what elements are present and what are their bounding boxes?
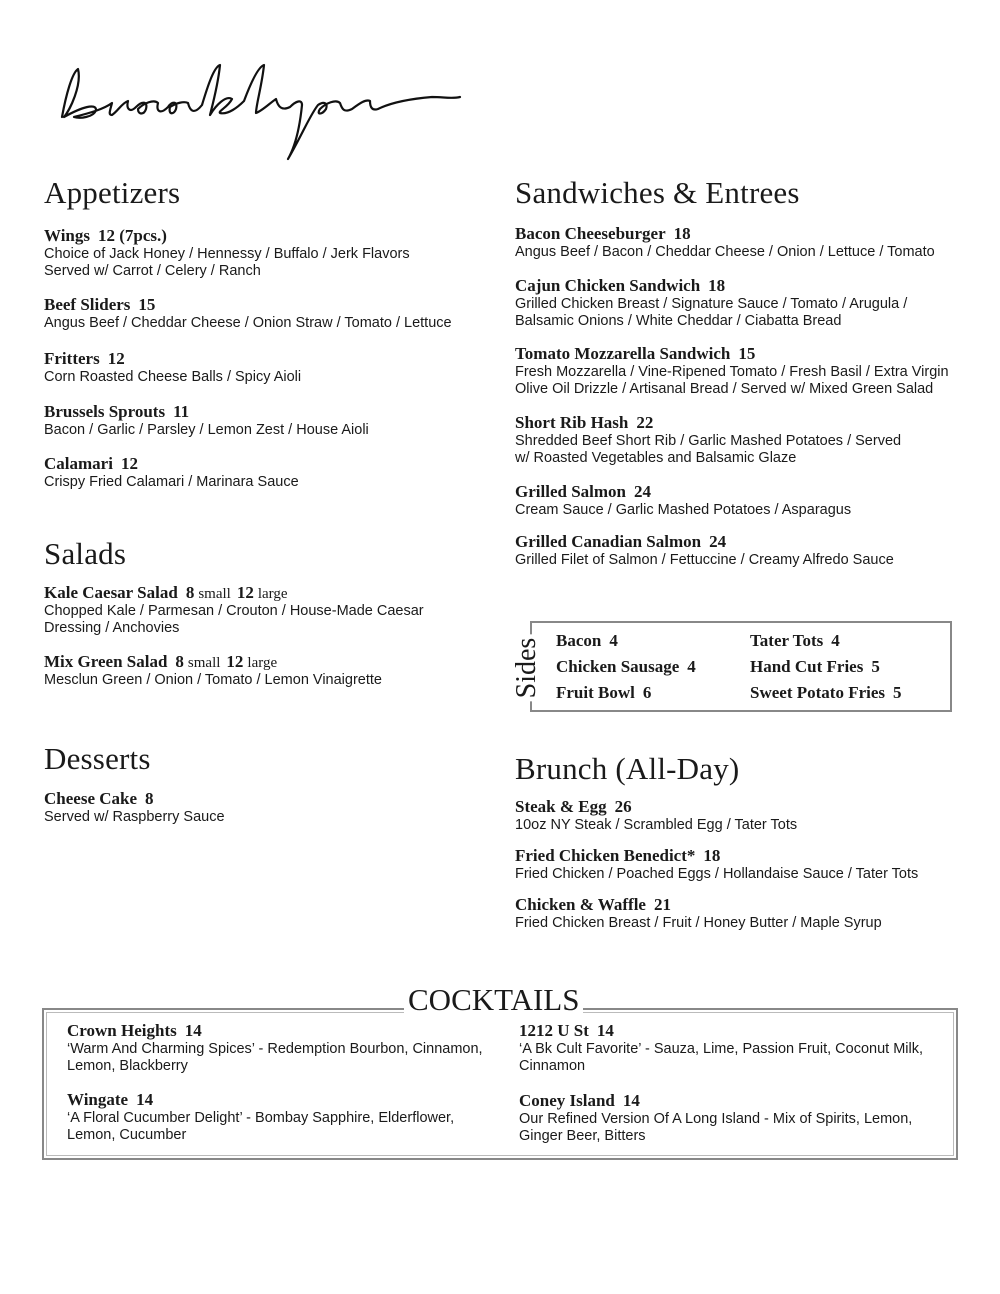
item-price: 12 (7pcs.) [98, 226, 167, 245]
side-name: Fruit Bowl [556, 683, 635, 702]
item-description: Olive Oil Drizzle / Artisanal Bread / Served w/ Mixed Green Salad [515, 381, 934, 397]
side-item [556, 683, 651, 703]
side-price: 4 [831, 631, 840, 650]
item-price: 11 [173, 402, 190, 421]
menu-item [515, 895, 882, 932]
item-description: Cream Sauce / Garlic Mashed Potatoes / Asparagus [515, 502, 852, 518]
side-item [750, 683, 902, 703]
brooklyn-logo [52, 55, 472, 165]
item-description: Fresh Mozzarella / Vine-Ripened Tomato / Fresh Basil / Extra Virgin [515, 364, 949, 380]
brooklyn-signature-icon [52, 55, 472, 165]
item-description: Grilled Chicken Breast / Signature Sauce / Tomato / Arugula / [515, 296, 908, 312]
cocktails-heading: COCKTAILS [404, 982, 583, 1018]
item-price: 26 [614, 797, 632, 816]
item-price: 24 [633, 482, 651, 501]
menu-item [44, 402, 369, 439]
menu-item [515, 797, 797, 834]
menu-item [515, 276, 907, 330]
item-price: 14 [596, 1021, 614, 1040]
size-label: large [257, 586, 288, 602]
item-description: Lemon, Cucumber [67, 1127, 187, 1143]
item-price: 12 [120, 454, 138, 473]
item-price: 14 [622, 1091, 640, 1110]
item-price-small: 8 [175, 652, 184, 671]
item-price: 15 [138, 295, 156, 314]
item-name: Cheese Cake [44, 789, 138, 808]
item-name: Grilled Canadian Salmon [515, 532, 702, 551]
size-label: small [187, 655, 221, 671]
item-name: Coney Island [519, 1091, 615, 1110]
menu-item [519, 1021, 923, 1075]
side-item [750, 657, 880, 677]
menu-item [44, 652, 382, 689]
item-name: Short Rib Hash [515, 413, 629, 432]
menu-item [515, 224, 935, 261]
item-price-large: 12 [226, 652, 244, 671]
sides-label [502, 628, 552, 708]
item-description: Our Refined Version Of A Long Island - Mix of Spirits, Lemon, [519, 1111, 913, 1127]
side-name: Bacon [556, 631, 602, 650]
menu-item [515, 532, 894, 569]
item-name: Beef Sliders [44, 295, 131, 314]
side-price: 4 [687, 657, 696, 676]
item-description: Served w/ Carrot / Celery / Ranch [44, 263, 261, 279]
side-item [750, 631, 840, 651]
item-price: 18 [673, 224, 691, 243]
menu-item [515, 482, 851, 519]
item-description: Dressing / Anchovies [44, 620, 180, 636]
item-price-large: 12 [236, 583, 254, 602]
menu-item [44, 583, 424, 637]
item-description: Bacon / Garlic / Parsley / Lemon Zest / House Aioli [44, 422, 369, 438]
item-description: Balsamic Onions / White Cheddar / Ciabatta Bread [515, 313, 842, 329]
item-description: Corn Roasted Cheese Balls / Spicy Aioli [44, 369, 302, 385]
side-name: Tater Tots [750, 631, 824, 650]
menu-item [67, 1090, 454, 1144]
item-name: 1212 U St [519, 1021, 589, 1040]
item-description: Served w/ Raspberry Sauce [44, 809, 225, 825]
item-name: Fried Chicken Benedict* [515, 846, 696, 865]
item-name: Chicken & Waffle [515, 895, 646, 914]
brunch-heading: Brunch (All-Day) [515, 751, 740, 786]
side-name: Sweet Potato Fries [750, 683, 886, 702]
item-name: Bacon Cheeseburger [515, 224, 666, 243]
item-description: ‘Warm And Charming Spices’ - Redemption Bourbon, Cinnamon, [67, 1041, 483, 1057]
item-price: 15 [738, 344, 756, 363]
menu-item [519, 1091, 912, 1145]
item-name: Mix Green Salad [44, 652, 168, 671]
item-description: ‘A Floral Cucumber Delight’ - Bombay Sapphire, Elderflower, [67, 1110, 455, 1126]
item-name: Brussels Sprouts [44, 402, 166, 421]
item-description: Fried Chicken / Poached Eggs / Hollandaise Sauce / Tater Tots [515, 866, 919, 882]
item-name: Crown Heights [67, 1021, 177, 1040]
item-name: Tomato Mozzarella Sandwich [515, 344, 731, 363]
item-name: Grilled Salmon [515, 482, 626, 501]
side-name: Hand Cut Fries [750, 657, 864, 676]
item-price: 14 [184, 1021, 202, 1040]
menu-item [44, 295, 452, 332]
item-price-small: 8 [185, 583, 195, 602]
item-description: 10oz NY Steak / Scrambled Egg / Tater Tots [515, 817, 798, 833]
menu-item [44, 789, 225, 826]
size-label: large [247, 655, 278, 671]
side-item [556, 631, 618, 651]
menu-item [67, 1021, 483, 1075]
item-description: Shredded Beef Short Rib / Garlic Mashed Potatoes / Served [515, 433, 902, 449]
item-price: 18 [703, 846, 721, 865]
item-description: Ginger Beer, Bitters [519, 1128, 646, 1144]
side-name: Chicken Sausage [556, 657, 680, 676]
item-name: Cajun Chicken Sandwich [515, 276, 701, 295]
item-description: Lemon, Blackberry [67, 1058, 188, 1074]
menu-item [515, 344, 949, 398]
item-description: Choice of Jack Honey / Hennessy / Buffalo / Jerk Flavors [44, 246, 410, 262]
item-price: 8 [145, 789, 154, 808]
item-price: 18 [708, 276, 726, 295]
side-price: 6 [642, 683, 652, 702]
menu-item [44, 349, 301, 386]
item-name: Calamari [44, 454, 113, 473]
item-description: Chopped Kale / Parmesan / Crouton / House-Made Caesar [44, 603, 424, 619]
desserts-heading: Desserts [44, 741, 151, 776]
item-description: Fried Chicken Breast / Fruit / Honey Butter / Maple Syrup [515, 915, 882, 931]
menu-item [44, 226, 410, 280]
item-price: 12 [107, 349, 125, 368]
item-description: ‘A Bk Cult Favorite’ - Sauza, Lime, Passion Fruit, Coconut Milk, [519, 1041, 923, 1057]
item-price: 24 [709, 532, 727, 551]
item-price: 14 [136, 1090, 154, 1109]
salads-heading: Salads [44, 536, 127, 571]
item-price: 21 [653, 895, 671, 914]
sandwiches-heading: Sandwiches & Entrees [515, 175, 800, 210]
item-name: Fritters [44, 349, 100, 368]
side-price: 4 [609, 631, 618, 650]
menu-item [515, 413, 901, 467]
item-name: Steak & Egg [515, 797, 607, 816]
size-label: small [198, 586, 231, 602]
item-description: w/ Roasted Vegetables and Balsamic Glaze [515, 450, 797, 466]
menu-item [515, 846, 918, 883]
item-description: Mesclun Green / Onion / Tomato / Lemon Vinaigrette [44, 672, 382, 688]
side-price: 5 [871, 657, 880, 676]
item-description: Grilled Filet of Salmon / Fettuccine / Creamy Alfredo Sauce [515, 552, 894, 568]
item-description: Angus Beef / Cheddar Cheese / Onion Straw / Tomato / Lettuce [44, 315, 452, 331]
side-item [556, 657, 696, 677]
item-name: Kale Caesar Salad [44, 583, 178, 602]
item-description: Crispy Fried Calamari / Marinara Sauce [44, 474, 299, 490]
menu-item [44, 454, 299, 491]
side-price: 5 [893, 683, 902, 702]
item-name: Wings [44, 226, 90, 245]
item-price: 22 [636, 413, 654, 432]
item-description: Cinnamon [519, 1058, 586, 1074]
item-description: Angus Beef / Bacon / Cheddar Cheese / Onion / Lettuce / Tomato [515, 244, 935, 260]
sides-heading: Sides [511, 635, 543, 702]
item-name: Wingate [67, 1090, 129, 1109]
appetizers-heading: Appetizers [44, 175, 181, 210]
